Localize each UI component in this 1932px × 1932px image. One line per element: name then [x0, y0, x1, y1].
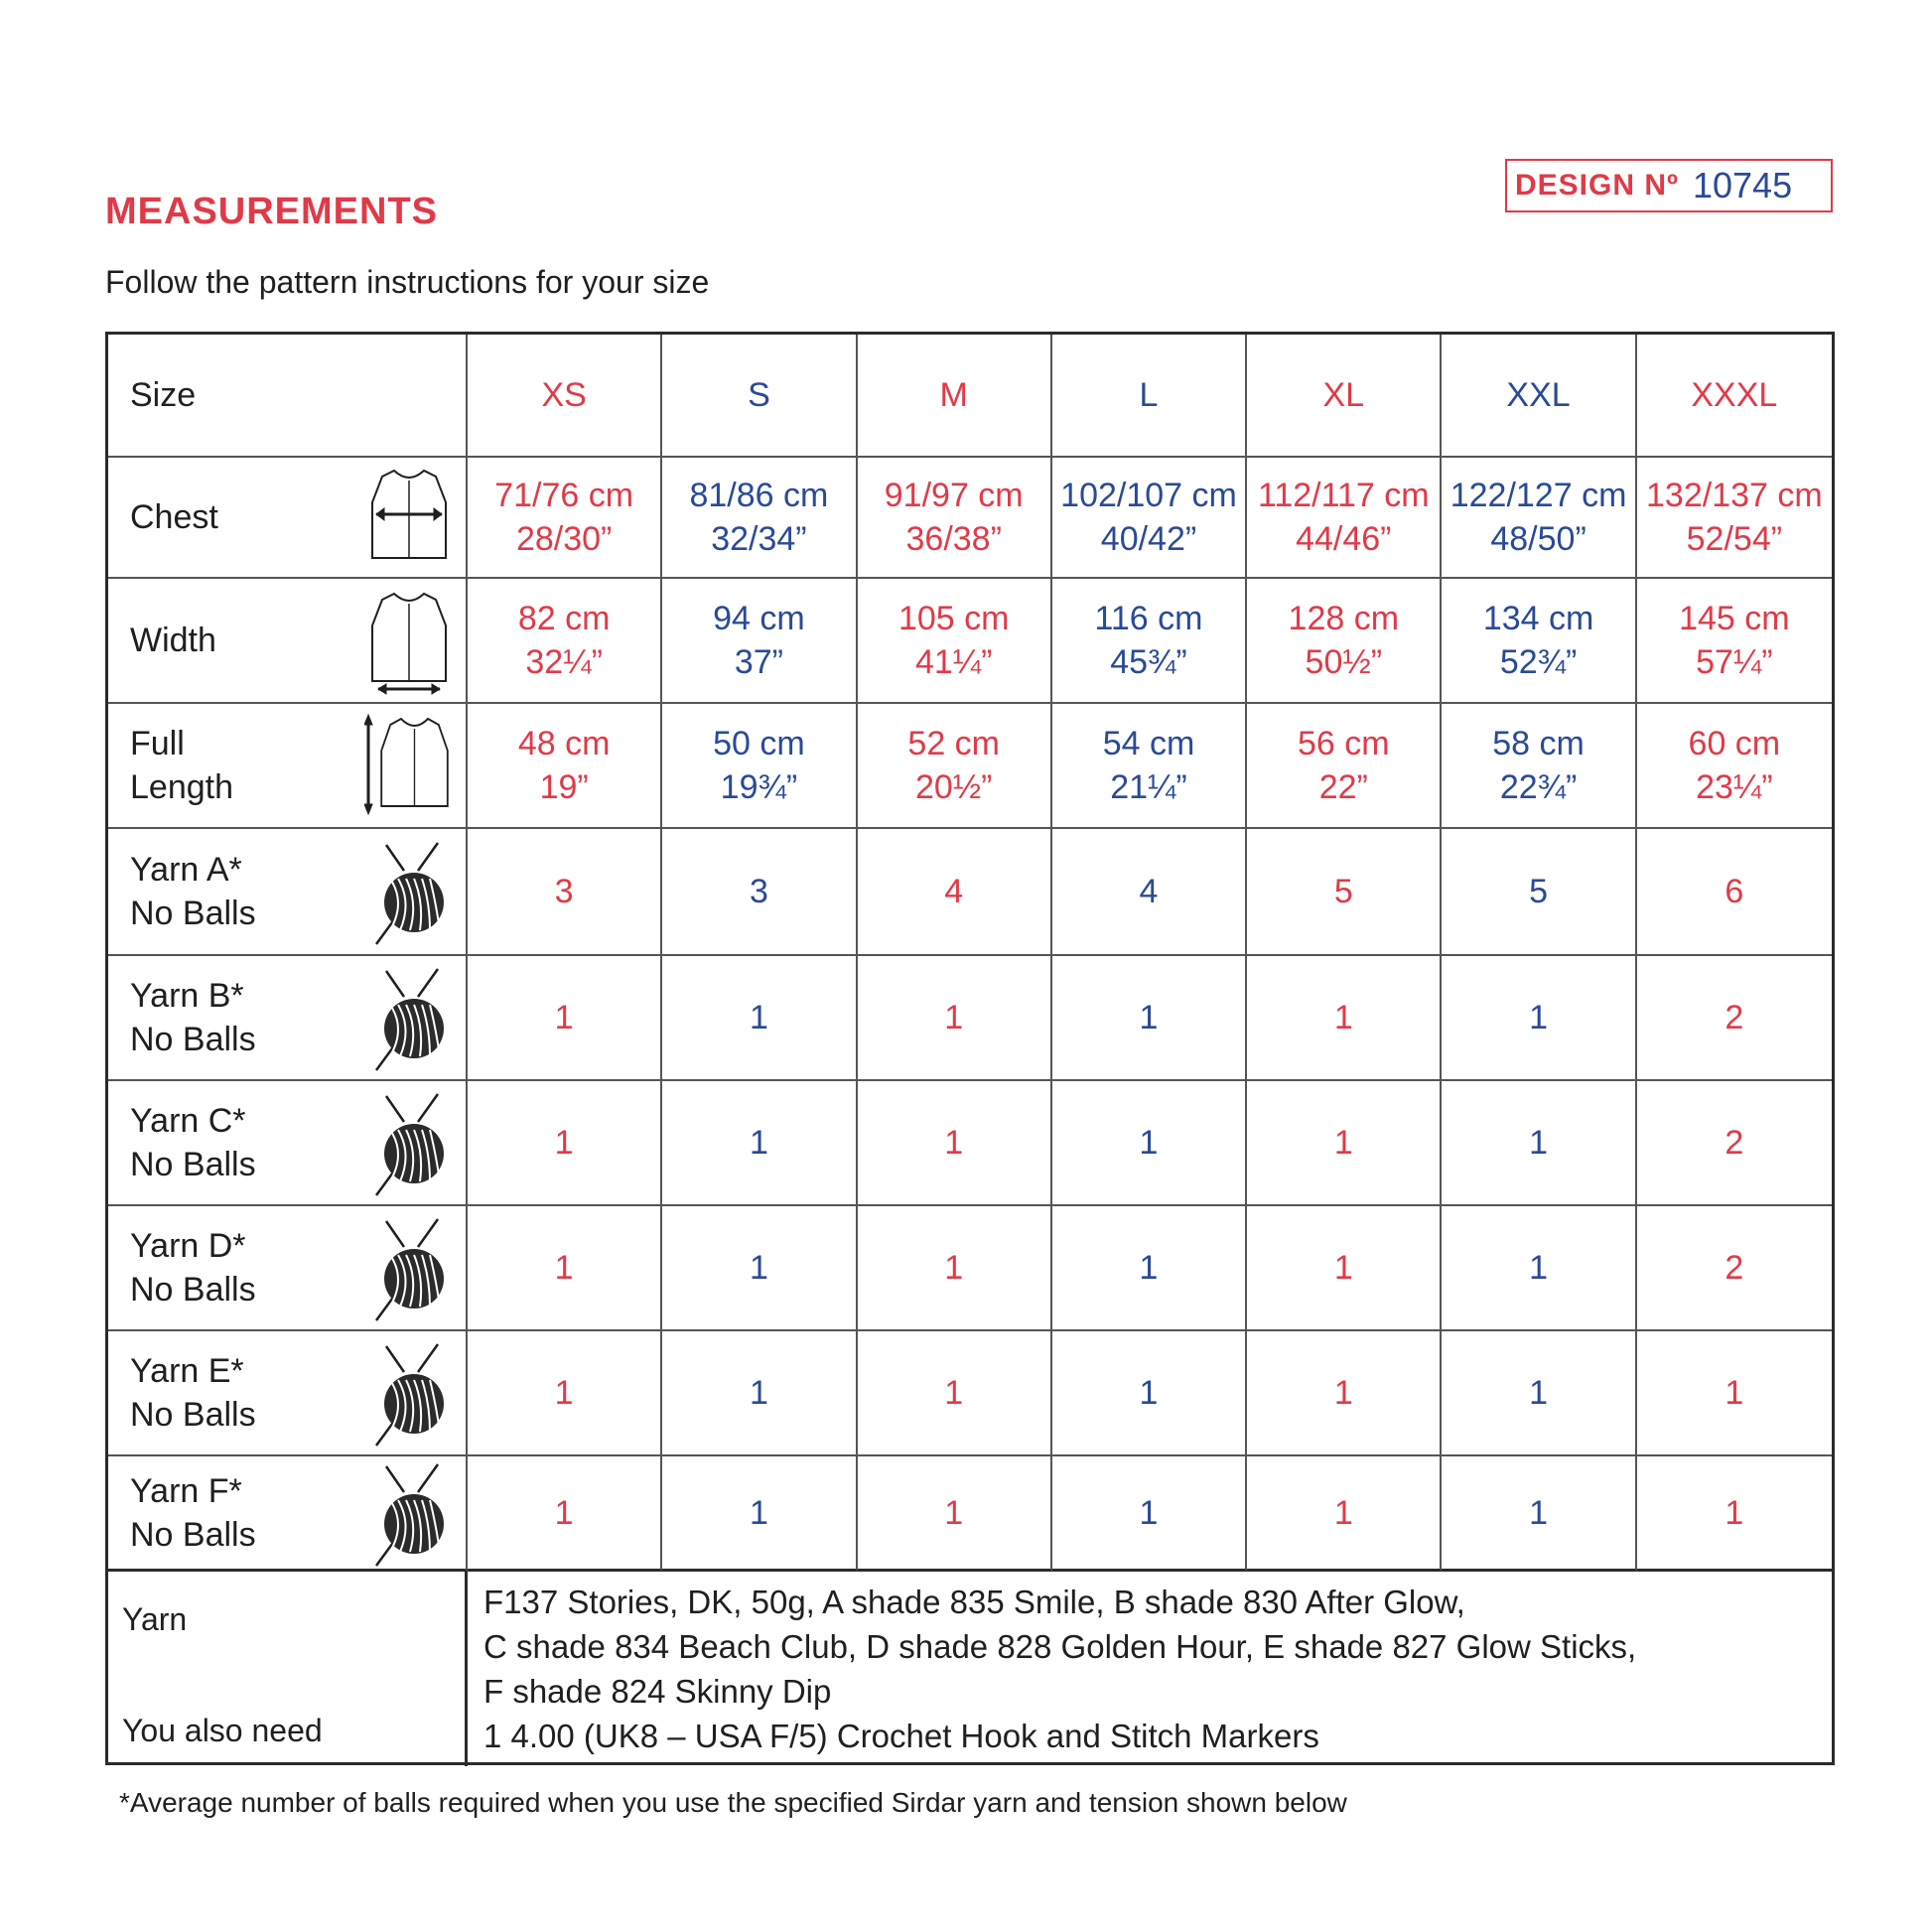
cell-value: 1: [944, 1249, 964, 1287]
row-label-line: Yarn E*: [130, 1352, 244, 1390]
cell-value: 44/46”: [1296, 520, 1392, 558]
cell-value: 1: [1139, 1249, 1159, 1287]
row-label: [108, 956, 468, 1081]
table-cell: [468, 1456, 662, 1572]
cell-value: 40/42”: [1100, 520, 1197, 558]
cell-value: 48/50”: [1490, 520, 1587, 558]
cell-value: 1: [1333, 999, 1353, 1036]
cell-value: 134 cm: [1482, 600, 1594, 637]
cell-value: 1: [554, 1374, 574, 1412]
yarn-info-labels: [108, 1572, 468, 1766]
table-cell: [858, 829, 1052, 956]
size-header-l: L: [1052, 335, 1247, 458]
cell-value: 91/97 cm: [884, 477, 1024, 514]
table-cell: [1052, 1456, 1247, 1572]
yarn-info-row: [108, 1572, 1832, 1766]
row-label-line: Yarn B*: [130, 977, 244, 1015]
table-cell: [1052, 579, 1247, 704]
size-label: Size: [130, 376, 197, 414]
row-label: [108, 1081, 468, 1206]
page-title: MEASUREMENTS: [105, 191, 439, 232]
cell-value: 52¾”: [1499, 643, 1578, 681]
cell-value: 1: [1333, 1374, 1353, 1412]
row-label-line: Width: [130, 621, 216, 659]
table-cell: [662, 704, 857, 829]
cell-value: 57¼”: [1696, 643, 1773, 681]
table-cell: [1637, 1331, 1832, 1456]
yarn-description-line: C shade 834 Beach Club, D shade 828 Golden Hour, E shade 827 Glow Sticks,: [483, 1628, 1637, 1665]
width-garment-icon: [364, 586, 454, 695]
cell-value: 1: [554, 1249, 574, 1287]
size-header-xl: XL: [1247, 335, 1442, 458]
cell-value: 132/137 cm: [1646, 477, 1823, 514]
table-cell: [468, 956, 662, 1081]
length-garment-icon: [364, 711, 454, 820]
table-cell: [662, 1456, 857, 1572]
table-cell: [858, 458, 1052, 579]
table-cell: [1247, 829, 1442, 956]
cell-value: 58 cm: [1492, 725, 1585, 762]
cell-value: 32¼”: [525, 643, 603, 681]
cell-value: 145 cm: [1679, 600, 1790, 637]
row-label-text: [130, 974, 256, 1061]
cell-value: 1: [749, 1493, 768, 1532]
table-cell: [1442, 1081, 1636, 1206]
yarn-description-line: F shade 824 Skinny Dip: [483, 1673, 832, 1710]
cell-value: 1: [554, 1493, 574, 1532]
row-label-text: [130, 495, 218, 539]
yarn-info-text: [468, 1572, 1832, 1766]
cell-value: 4: [944, 873, 964, 910]
row-label: [108, 579, 468, 704]
size-header-xxxl: XXXL: [1637, 335, 1832, 458]
table-cell: [858, 579, 1052, 704]
table-cell: [662, 458, 857, 579]
cell-value: 50 cm: [713, 725, 805, 762]
table-cell: [858, 956, 1052, 1081]
yarn-ball-icon: [364, 1088, 454, 1197]
row-label-line: Yarn C*: [130, 1102, 246, 1140]
cell-value: 5: [1333, 873, 1353, 910]
cell-value: 1: [749, 1249, 768, 1287]
page-subtitle: Follow the pattern instructions for your size: [105, 264, 710, 300]
cell-value: 36/38”: [905, 520, 1002, 558]
table-cell: [1247, 1206, 1442, 1331]
cell-value: 1: [944, 1374, 964, 1412]
cell-value: 1: [554, 999, 574, 1036]
row-label-line: Yarn A*: [130, 851, 242, 889]
table-cell: [1637, 1456, 1832, 1572]
table-cell: [1637, 1206, 1832, 1331]
cell-value: 81/86 cm: [689, 477, 829, 514]
also-need-label: You also need: [122, 1713, 323, 1748]
table-cell: [1637, 829, 1832, 956]
table-cell: [1052, 1331, 1247, 1456]
table-cell: [1247, 704, 1442, 829]
table-cell: [1052, 829, 1247, 956]
table-cell: [1637, 1081, 1832, 1206]
table-cell: [1637, 704, 1832, 829]
cell-value: 19¾”: [720, 768, 798, 806]
table-cell: [1442, 829, 1636, 956]
size-header-m: M: [858, 335, 1052, 458]
table-cell: [468, 1206, 662, 1331]
size-header-xxl: XXL: [1442, 335, 1636, 458]
cell-value: 5: [1529, 873, 1549, 910]
cell-value: 20½”: [914, 768, 993, 806]
cell-value: 1: [1333, 1249, 1353, 1287]
cell-value: 1: [944, 1124, 964, 1162]
cell-value: 48 cm: [517, 725, 611, 762]
table-cell: [858, 704, 1052, 829]
table-cell: [1637, 956, 1832, 1081]
cell-value: 56 cm: [1297, 725, 1390, 762]
yarn-description-line: F137 Stories, DK, 50g, A shade 835 Smile, B shade 830 After Glow,: [483, 1584, 1465, 1620]
row-label: [108, 1331, 468, 1456]
yarn-ball-icon: [364, 963, 454, 1072]
table-cell: [1442, 1456, 1636, 1572]
cell-value: 1: [1725, 1374, 1744, 1412]
table-cell: [1052, 956, 1247, 1081]
table-cell: [1247, 579, 1442, 704]
table-cell: [468, 458, 662, 579]
cell-value: 1: [1529, 1249, 1549, 1287]
measurements-table: [105, 332, 1835, 1765]
row-label-line: Full: [130, 725, 185, 762]
cell-value: 82 cm: [517, 600, 611, 637]
row-label: [108, 1456, 468, 1572]
table-cell: [1052, 458, 1247, 579]
table-cell: [858, 1081, 1052, 1206]
table-cell: [858, 1456, 1052, 1572]
row-label-line: No Balls: [130, 1515, 256, 1554]
row-label-text: [130, 1099, 256, 1186]
yarn-ball-icon: [364, 837, 454, 946]
cell-value: 28/30”: [515, 520, 613, 558]
table-cell: [1247, 1331, 1442, 1456]
table-cell: [1052, 1081, 1247, 1206]
row-label-line: Yarn F*: [130, 1471, 242, 1510]
cell-value: 19”: [539, 768, 589, 806]
cell-value: 102/107 cm: [1060, 477, 1237, 514]
row-label-line: No Balls: [130, 1146, 256, 1183]
row-label: [108, 1206, 468, 1331]
row-label-text: [130, 1349, 256, 1437]
table-cell: [1442, 1206, 1636, 1331]
cell-value: 37”: [734, 643, 783, 681]
table-cell: [1247, 956, 1442, 1081]
cell-value: 54 cm: [1102, 725, 1195, 762]
row-label-text: [130, 848, 256, 935]
table-cell: [1442, 1331, 1636, 1456]
yarn-label: Yarn: [122, 1601, 188, 1637]
cell-value: 22¾”: [1499, 768, 1578, 806]
row-label-text: [130, 619, 216, 662]
table-cell: [1052, 704, 1247, 829]
cell-value: 128 cm: [1288, 600, 1400, 637]
cell-value: 21¼”: [1110, 768, 1187, 806]
footnote: *Average number of balls required when you use the specified Sirdar yarn and tension shown below: [119, 1787, 1347, 1818]
cell-value: 1: [749, 999, 768, 1036]
cell-value: 22”: [1318, 768, 1368, 806]
cell-value: 1: [1725, 1493, 1744, 1532]
cell-value: 32/34”: [711, 520, 807, 558]
row-label: [108, 829, 468, 956]
cell-value: 1: [1529, 999, 1549, 1036]
cell-value: 1: [1529, 1374, 1549, 1412]
table-cell: [1442, 579, 1636, 704]
cell-value: 2: [1725, 999, 1744, 1036]
cell-value: 52/54”: [1686, 520, 1783, 558]
table-cell: [468, 579, 662, 704]
row-label: [108, 458, 468, 579]
cell-value: 1: [554, 1124, 574, 1162]
cell-value: 1: [1333, 1493, 1353, 1532]
row-label-text: [130, 1469, 256, 1557]
cell-value: 23¼”: [1696, 768, 1773, 806]
table-cell: [1637, 579, 1832, 704]
cell-value: 1: [749, 1374, 768, 1412]
table-cell: [468, 704, 662, 829]
table-cell: [858, 1206, 1052, 1331]
table-cell: [1442, 956, 1636, 1081]
row-label-text: [130, 1224, 256, 1311]
cell-value: 1: [944, 1493, 964, 1532]
table-cell: [1052, 1206, 1247, 1331]
design-number-box: [1505, 159, 1833, 212]
cell-value: 1: [749, 1124, 768, 1162]
row-label-line: No Balls: [130, 1021, 256, 1058]
row-label-text: [130, 722, 233, 809]
cell-value: 45¾”: [1110, 643, 1187, 681]
cell-value: 1: [1139, 999, 1159, 1036]
yarn-ball-icon: [364, 1338, 454, 1448]
cell-value: 6: [1725, 873, 1744, 910]
cell-value: 50½”: [1305, 643, 1383, 681]
table-cell: [662, 1081, 857, 1206]
row-label-line: Length: [130, 768, 233, 806]
yarn-ball-icon: [364, 1213, 454, 1322]
table-cell: [1442, 458, 1636, 579]
cell-value: 116 cm: [1094, 600, 1203, 637]
row-label: [108, 704, 468, 829]
cell-value: 1: [1139, 1124, 1159, 1162]
cell-value: 41¼”: [914, 643, 993, 681]
table-cell: [468, 1081, 662, 1206]
yarn-ball-icon: [364, 1458, 454, 1568]
chest-garment-icon: [364, 463, 454, 572]
cell-value: 1: [1333, 1124, 1353, 1162]
table-cell: [1247, 458, 1442, 579]
cell-value: 2: [1725, 1124, 1744, 1162]
table-cell: [662, 1331, 857, 1456]
table-cell: [662, 579, 857, 704]
table-cell: [858, 1331, 1052, 1456]
row-label-line: No Balls: [130, 895, 256, 932]
design-number: 10745: [1692, 165, 1793, 206]
table-cell: [1442, 704, 1636, 829]
row-label-line: Yarn D*: [130, 1227, 246, 1265]
cell-value: 3: [554, 873, 574, 910]
also-need-text: 1 4.00 (UK8 – USA F/5) Crochet Hook and Stitch Markers: [483, 1718, 1319, 1754]
table-cell: [662, 1206, 857, 1331]
cell-value: 60 cm: [1688, 725, 1781, 762]
cell-value: 94 cm: [713, 600, 805, 637]
cell-value: 1: [1139, 1493, 1159, 1532]
table-cell: [468, 829, 662, 956]
row-label-line: No Balls: [130, 1271, 256, 1309]
table-cell: [662, 956, 857, 1081]
cell-value: 2: [1725, 1249, 1744, 1287]
cell-value: 1: [1529, 1124, 1549, 1162]
table-cell: [1247, 1081, 1442, 1206]
size-header-label: [108, 335, 468, 458]
cell-value: 122/127 cm: [1449, 477, 1627, 514]
cell-value: 105 cm: [897, 600, 1010, 637]
cell-value: 4: [1139, 873, 1159, 910]
cell-value: 71/76 cm: [494, 477, 634, 514]
cell-value: 3: [749, 873, 768, 910]
cell-value: 1: [1529, 1493, 1549, 1532]
table-cell: [468, 1331, 662, 1456]
cell-value: 1: [1139, 1374, 1159, 1412]
table-cell: [1637, 458, 1832, 579]
cell-value: 112/117 cm: [1257, 477, 1430, 514]
size-header-s: S: [662, 335, 857, 458]
row-label-line: No Balls: [130, 1396, 256, 1434]
design-label: DESIGN Nº: [1515, 169, 1679, 202]
table-cell: [662, 829, 857, 956]
size-header-xs: XS: [468, 335, 662, 458]
cell-value: 1: [944, 999, 964, 1036]
row-label-line: Chest: [130, 498, 218, 536]
cell-value: 52 cm: [907, 725, 1000, 762]
table-cell: [1247, 1456, 1442, 1572]
